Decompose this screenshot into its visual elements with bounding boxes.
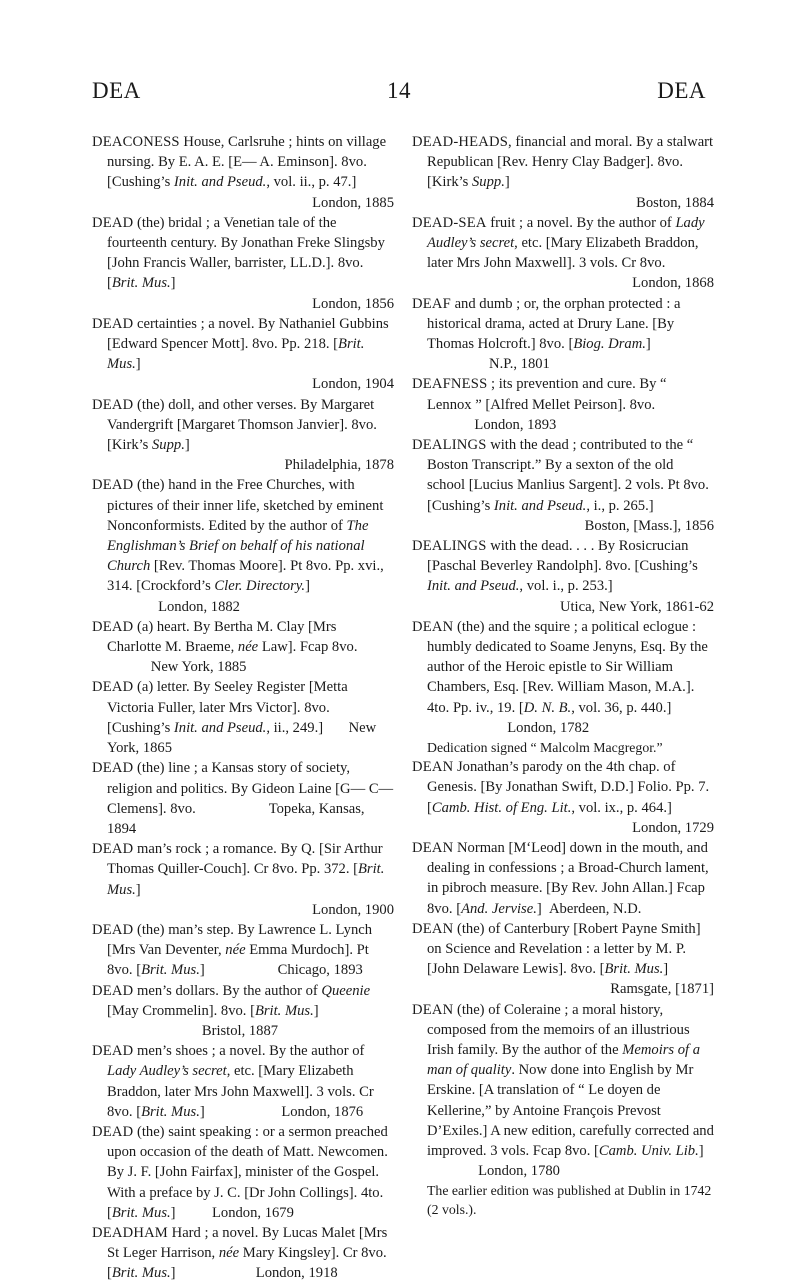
header-right-guide-word: DEA [657, 78, 706, 103]
entry-text: DEAD (a) heart. By Bertha M. Clay [Mrs Charlotte M. Braeme, née Law]. Fcap 8vo. New York, 1885 [92, 618, 358, 676]
entry-text: DEAN (the) of Coleraine ; a moral history, composed from the memoirs of an illustrious Irish family. By the author of the Memoirs of a man of quality. Now done into English by Mr Erskine. [A translation of “ Le doyen de Kellerine,” by Antoine François Prevost D’Exiles.] A new edition, carefully corrected and improved. 3 vols. Fcap 8vo. [Camb. Univ. Lib.] London, 1780 [412, 1001, 714, 1180]
entry-imprint: Ramsgate, [1871] [610, 981, 714, 998]
bibliography-entry [412, 374, 714, 435]
entry-imprint: Utica, New York, 1861-62 [559, 598, 714, 615]
entry-text: DEAN (the) of Canterbury [Robert Payne Smith] on Science and Revelation : a letter by M. P. [John Delaware Lewis]. 8vo. [Brit. Mus.] [412, 920, 701, 978]
entry-imprint: London, 1900 [312, 901, 394, 918]
bibliography-entry [412, 132, 714, 213]
bibliography-entry [412, 757, 714, 838]
entry-text: DEAD (the) line ; a Kansas story of society, religion and politics. By Gideon Laine [G— C— Clemens]. 8vo. Topeka, Kansas, 1894 [92, 760, 394, 837]
bibliography-entry [92, 1041, 394, 1122]
left-column [92, 132, 394, 1284]
entry-text: DEAD-HEADS, financial and moral. By a stalwart Republican [Rev. Henry Clay Badger]. 8vo. [Kirk’s Supp.] [412, 134, 714, 191]
bibliography-entry [92, 314, 394, 395]
bibliography-entry [412, 838, 714, 919]
entry-note: Dedication signed “ Malcolm Macgregor.” [427, 740, 663, 756]
entry-imprint: London, 1904 [312, 376, 394, 393]
bibliography-entry [412, 294, 714, 375]
header-left-guide-word: DEA [92, 78, 141, 103]
bibliography-entry [412, 1000, 714, 1220]
entry-text: DEAD-SEA fruit ; a novel. By the author of Lady Audley’s secret, etc. [Mary Elizabeth Braddon, later Mrs John Maxwell]. 3 vols. Cr 8vo. [412, 214, 705, 272]
bibliography-entry [92, 920, 394, 981]
bibliography-entry [92, 1122, 394, 1223]
entry-text: DEALINGS with the dead. . . . By Rosicrucian [Paschal Beverley Randolph]. 8vo. [Cushing’s Init. and Pseud., vol. i., p. 253.] [412, 538, 698, 595]
bibliography-entry [92, 132, 394, 213]
bibliography-entry [92, 839, 394, 920]
bibliography-entry [412, 617, 714, 757]
bibliography-entry [412, 536, 714, 617]
entry-imprint: London, 1729 [632, 819, 714, 836]
bibliography-entry [92, 758, 394, 839]
bibliography-entry [412, 213, 714, 294]
entry-imprint: Boston, [Mass.], 1856 [584, 517, 714, 534]
entry-text: DEACONESS House, Carlsruhe ; hints on village nursing. By E. A. E. [E— A. Eminson]. 8vo. [Cushing’s Init. and Pseud., vol. ii., p. 47.] [92, 134, 387, 191]
entry-text: DEAD man’s rock ; a romance. By Q. [Sir Arthur Thomas Quiller-Couch]. Cr 8vo. Pp. 372. [Brit. Mus.] [92, 841, 385, 898]
entry-imprint: Philadelphia, 1878 [284, 457, 394, 474]
entry-imprint: London, 1868 [632, 275, 714, 292]
bibliography-entry [92, 617, 394, 678]
entry-text: DEAD (the) doll, and other verses. By Margaret Vandergrift [Margaret Thomson Janvier]. 8vo. [Kirk’s Supp.] [92, 396, 377, 454]
bibliography-entry [92, 213, 394, 314]
bibliography-entry [92, 677, 394, 758]
entry-text: DEAD (the) bridal ; a Venetian tale of the fourteenth century. By Jonathan Freke Slingsby [John Francis Waller, barrister, LL.D.]. 8vo. [Brit. Mus.] [92, 214, 385, 292]
entry-text: DEAN Norman [M‘Leod] down in the mouth, and dealing in confessions ; a Broad-Church lament, in pibroch measure. [By Rev. John Allan.] Fcap 8vo. [And. Jervise.] Aberdeen, N.D. [412, 839, 709, 917]
entry-text: DEAF and dumb ; or, the orphan protected : a historical drama, acted at Drury Lane. [By Thomas Holcroft.] 8vo. [Biog. Dram.] N.P., 1801 [412, 295, 681, 373]
entry-text: DEAD certainties ; a novel. By Nathaniel Gubbins [Edward Spencer Mott]. 8vo. Pp. 218. [Brit. Mus.] [92, 315, 389, 373]
bibliography-entry [92, 475, 394, 616]
entry-note: The earlier edition was published at Dublin in 1742 (2 vols.). [427, 1183, 712, 1218]
entry-text: DEAD (the) man’s step. By Lawrence L. Lynch [Mrs Van Deventer, née Emma Murdoch]. Pt 8vo. [Brit. Mus.] Chicago, 1893 [92, 921, 373, 979]
entry-text: DEALINGS with the dead ; contributed to the “ Boston Transcript.” By a sexton of the old school [Lucius Manlius Sargent]. 2 vols. Pt 8vo. [Cushing’s Init. and Pseud., i., p. 265.] [412, 437, 709, 514]
entry-text: DEAD men’s dollars. By the author of Queenie [May Crommelin]. 8vo. [Brit. Mus.] Bristol, 1887 [92, 982, 371, 1039]
entry-text: DEAD men’s shoes ; a novel. By the author of Lady Audley’s secret, etc. [Mary Elizabeth Braddon, later Mrs John Maxwell]. 3 vols. Cr 8vo. [Brit. Mus.] London, 1876 [92, 1043, 374, 1120]
entry-imprint: Boston, 1884 [636, 194, 714, 211]
entry-imprint: London, 1885 [312, 194, 394, 211]
entry-text: DEAD (the) hand in the Free Churches, with pictures of their inner life, sketched by eminent Nonconformists. Edited by the author of The Englishman’s Brief on behalf of his national Church [Rev. Thomas Moore]. Pt 8vo. Pp. xvi., 314. [Crockford’s Cler. Directory.] London, 1882 [92, 477, 384, 615]
entry-text: DEAN (the) and the squire ; a political eclogue : humbly dedicated to Soame Jenyns, Esq. By the author of the Heroic epistle to Sir William Chambers, Esq. [Rev. William Mason, M.A.]. 4to. Pp. iv., 19. [D. N. B., vol. 36, p. 440.] London, 1782 [412, 618, 708, 736]
bibliography-entry [92, 981, 394, 1042]
entry-text: DEAD (the) saint speaking : or a sermon preached upon occasion of the death of Matt. Newcomen. By J. F. [John Fairfax], minister of the Gospel. With a preface by J. C. [Dr John Collings]. 4to. [Brit. Mus.] London, 1679 [92, 1123, 388, 1221]
entry-text: DEAD (a) letter. By Seeley Register [Metta Victoria Fuller, later Mrs Victor]. 8vo. [Cushing’s Init. and Pseud., ii., 249.] New York, 1865 [92, 679, 377, 757]
right-column [412, 132, 714, 1219]
bibliography-entry [412, 919, 714, 1000]
bibliography-entry [412, 435, 714, 536]
entry-text: DEAFNESS ; its prevention and cure. By “ Lennox ” [Alfred Mellet Peirson]. 8vo. London, 1893 [412, 376, 667, 433]
page-number: 14 [387, 78, 411, 103]
bibliography-entry [92, 395, 394, 476]
entry-imprint: London, 1856 [312, 295, 394, 312]
bibliography-entry [92, 1223, 394, 1284]
entry-text: DEADHAM Hard ; a novel. By Lucas Malet [Mrs St Leger Harrison, née Mary Kingsley]. Cr 8vo. [Brit. Mus.] London, 1918 [92, 1224, 388, 1282]
page-header [92, 78, 706, 108]
entry-text: DEAN Jonathan’s parody on the 4th chap. of Genesis. [By Jonathan Swift, D.D.] Folio. Pp. 7. [Camb. Hist. of Eng. Lit., vol. ix., p. 464.] [412, 759, 710, 816]
